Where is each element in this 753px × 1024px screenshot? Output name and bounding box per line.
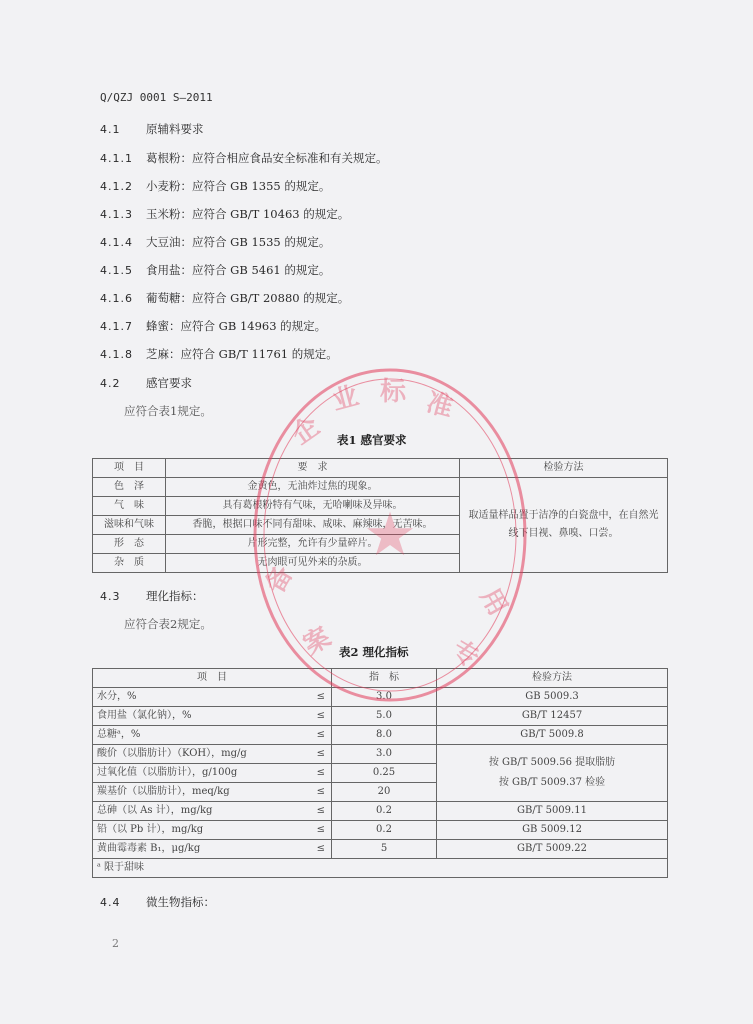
table-sensory <box>92 458 668 573</box>
table-footnote: ᵃ 限于甜味 <box>93 859 668 878</box>
section-4-3: 4.3 理化指标： <box>100 589 204 603</box>
table-header-row: 项 目 要 求 检验方法 <box>93 459 668 478</box>
svg-text:★: ★ <box>363 500 417 570</box>
section-4-3-body: 应符合表2规定。 <box>124 617 212 631</box>
svg-text:专: 专 <box>446 635 485 675</box>
standard-code: Q/QZJ 0001 S—2011 <box>100 91 213 104</box>
table-row: 总糖ᵃ，% ≤ 8.0 GB/T 5009.8 <box>93 726 668 745</box>
item-4-1-3: 4.1.3 玉米粉：应符合 GB/T 10463 的规定。 <box>100 207 350 221</box>
table-row: 水分，% ≤ 3.0 GB 5009.3 <box>93 688 668 707</box>
section-4-1: 4.1 原辅料要求 <box>100 122 204 136</box>
svg-text:用: 用 <box>473 583 513 622</box>
table-row: 酸价（以脂肪计）（KOH），mg/g ≤ 3.0 按 GB/T 5009.56 提取脂肪 按 GB/T 5009.37 检验 <box>93 745 668 764</box>
table-header-row: 项 目 指 标 检验方法 <box>93 669 668 688</box>
item-4-1-1: 4.1.1 葛根粉：应符合相应食品安全标准和有关规定。 <box>100 151 388 165</box>
svg-text:标: 标 <box>380 377 407 407</box>
section-4-4: 4.4 微生物指标： <box>100 895 215 909</box>
svg-text:业: 业 <box>329 381 362 417</box>
table-row: 黄曲霉毒素 B₁，μg/kg ≤ 5 GB/T 5009.22 <box>93 840 668 859</box>
merged-method-cell: 按 GB/T 5009.56 提取脂肪 按 GB/T 5009.37 检验 <box>437 745 668 802</box>
method-cell: 取适量样品置于洁净的白瓷盘中，在自然光线下目视、鼻嗅、口尝。 <box>460 478 668 573</box>
item-4-1-5: 4.1.5 食用盐：应符合 GB 5461 的规定。 <box>100 263 331 277</box>
table1-caption: 表1 感官要求 <box>337 433 407 447</box>
table-physicochemical <box>92 668 668 878</box>
section-4-2: 4.2 感官要求 <box>100 376 192 390</box>
table-row: 色 泽 金黄色，无油炸过焦的现象。 取适量样品置于洁净的白瓷盘中，在自然光线下目视、鼻嗅、口尝。 <box>93 478 668 497</box>
item-4-1-6: 4.1.6 葡萄糖：应符合 GB/T 20880 的规定。 <box>100 291 350 305</box>
svg-text:备: 备 <box>260 560 300 599</box>
table-row: 过氧化值（以脂肪计），g/100g ≤ 0.25 <box>93 764 668 783</box>
item-4-1-2: 4.1.2 小麦粉：应符合 GB 1355 的规定。 <box>100 179 331 193</box>
table-row: 形 态 片形完整，允许有少量碎片。 <box>93 535 668 554</box>
item-4-1-8: 4.1.8 芝麻：应符合 GB/T 11761 的规定。 <box>100 347 338 361</box>
table-row: 羰基价（以脂肪计），meq/kg ≤ 20 <box>93 783 668 802</box>
table-row: 总砷（以 As 计），mg/kg ≤ 0.2 GB/T 5009.11 <box>93 802 668 821</box>
table-row: 铅（以 Pb 计），mg/kg ≤ 0.2 GB 5009.12 <box>93 821 668 840</box>
svg-text:案: 案 <box>298 622 337 662</box>
table-footnote-row <box>93 859 668 878</box>
svg-text:准: 准 <box>423 387 457 424</box>
table-row: 滋味和气味 香脆，根据口味不同有甜味、咸味、麻辣味，无苦味。 <box>93 516 668 535</box>
table-row: 杂 质 无肉眼可见外来的杂质。 <box>93 554 668 573</box>
item-4-1-4: 4.1.4 大豆油：应符合 GB 1535 的规定。 <box>100 235 331 249</box>
page-number: 2 <box>112 937 119 950</box>
table-row: 气 味 具有葛根粉特有气味，无哈喇味及异味。 <box>93 497 668 516</box>
table-row: 食用盐（氯化钠），% ≤ 5.0 GB/T 12457 <box>93 707 668 726</box>
table2-caption: 表2 理化指标 <box>339 645 409 659</box>
section-4-2-body: 应符合表1规定。 <box>124 404 212 418</box>
svg-text:企: 企 <box>286 411 326 451</box>
item-4-1-7: 4.1.7 蜂蜜：应符合 GB 14963 的规定。 <box>100 319 327 333</box>
